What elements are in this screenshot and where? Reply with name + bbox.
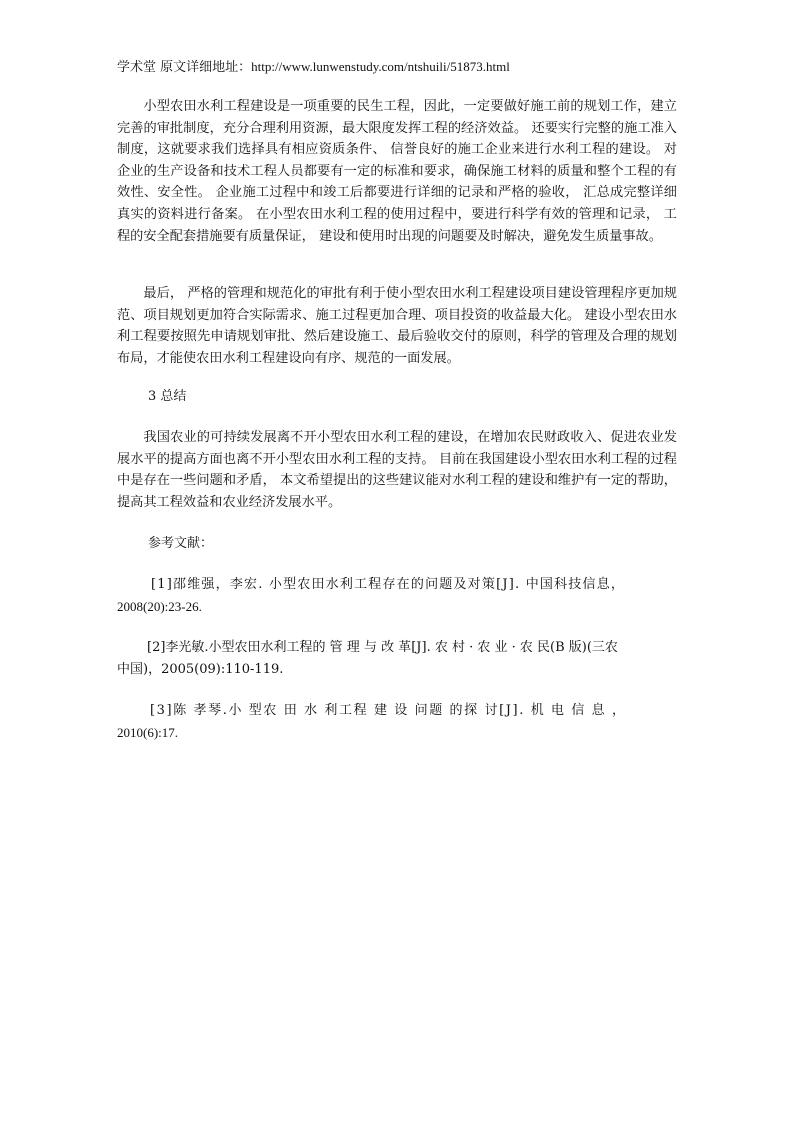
reference-3-line1: [3]陈 孝琴.小 型农 田 水 利工程 建 设 问题 的探 讨[J]. 机 电 信 息 ， xyxy=(150,703,627,718)
reference-item-3 xyxy=(117,700,677,744)
reference-1-line2: 2008(20):23-26. xyxy=(117,598,202,614)
reference-item-2 xyxy=(117,637,677,680)
body-paragraph-1: 小型农田水利工程建设是一项重要的民生工程，因此，一定要做好施工前的规划工作，建立完善的审批制度，充分合理利用资源，最大限度发挥工程的经济效益。 还要实行完整的施工准入制度，这就要求我们选择具有相应资质条件、 信誉良好的施工企业来进行水利工程的建设。 对企业的生产设备和技术工程人员都要有一定的标准和要求，确保施工材料的质量和整个工程的有效性、安全性。 企业施工过程中和竣工后都要进行详细的记录和严格的验收， 汇总成完整详细真实的资料进行备案。 在小型农田水利工程的使用过程中，要进行科学有效的管理和记录， 工程的安全配套措施要有质量保证， 建设和使用时出现的问题要及时解决，避免发生质量事故。 xyxy=(117,99,677,244)
reference-2-line2: 中国)，2005(09):110-119. xyxy=(117,661,284,677)
summary-paragraph: 我国农业的可持续发展离不开小型农田水利工程的建设，在增加农民财政收入、促进农业发展水平的提高方面也离不开小型农田水利工程的支持。 目前在我国建设小型农田水利工程的过程中是存在一些问题和矛盾， 本文希望提出的这些建议能对水利工程的建设和维护有一定的帮助，提高其工程效益和农业经济发展水平。 xyxy=(117,430,677,510)
source-url[interactable]: http://www.lunwenstudy.com/ntshuili/51873.html xyxy=(251,59,510,74)
body-paragraph-2: 最后， 严格的管理和规范化的审批有利于使小型农田水利工程建设项目建设管理程序更加规范、项目规划更加符合实际需求、施工过程更加合理、项目投资的收益最大化。 建设小型农田水利工程要按照先申请规划审批、然后建设施工、最后验收交付的原则，科学的管理及合理的规划布局，才能使农田水利工程建设向有序、规范的一面发展。 xyxy=(117,286,677,366)
reference-2-line1: [2]李光敏.小型农田水利工程的 管 理 与 改 革[J]. 农 村 · 农 业 · 农 民(B 版)(三农 xyxy=(147,640,618,655)
section-heading-summary: 3 总结 xyxy=(148,389,187,404)
reference-3-line2: 2010(6):17. xyxy=(117,724,179,740)
source-label: 学术堂 原文详细地址： xyxy=(117,60,252,75)
reference-1-line1: [1]邵维强，李宏. 小型农田水利工程存在的问题及对策[J]. 中国科技信息， xyxy=(151,577,626,592)
references-heading: 参考文献： xyxy=(148,536,214,551)
reference-item-1 xyxy=(117,574,677,618)
source-header xyxy=(117,59,510,76)
